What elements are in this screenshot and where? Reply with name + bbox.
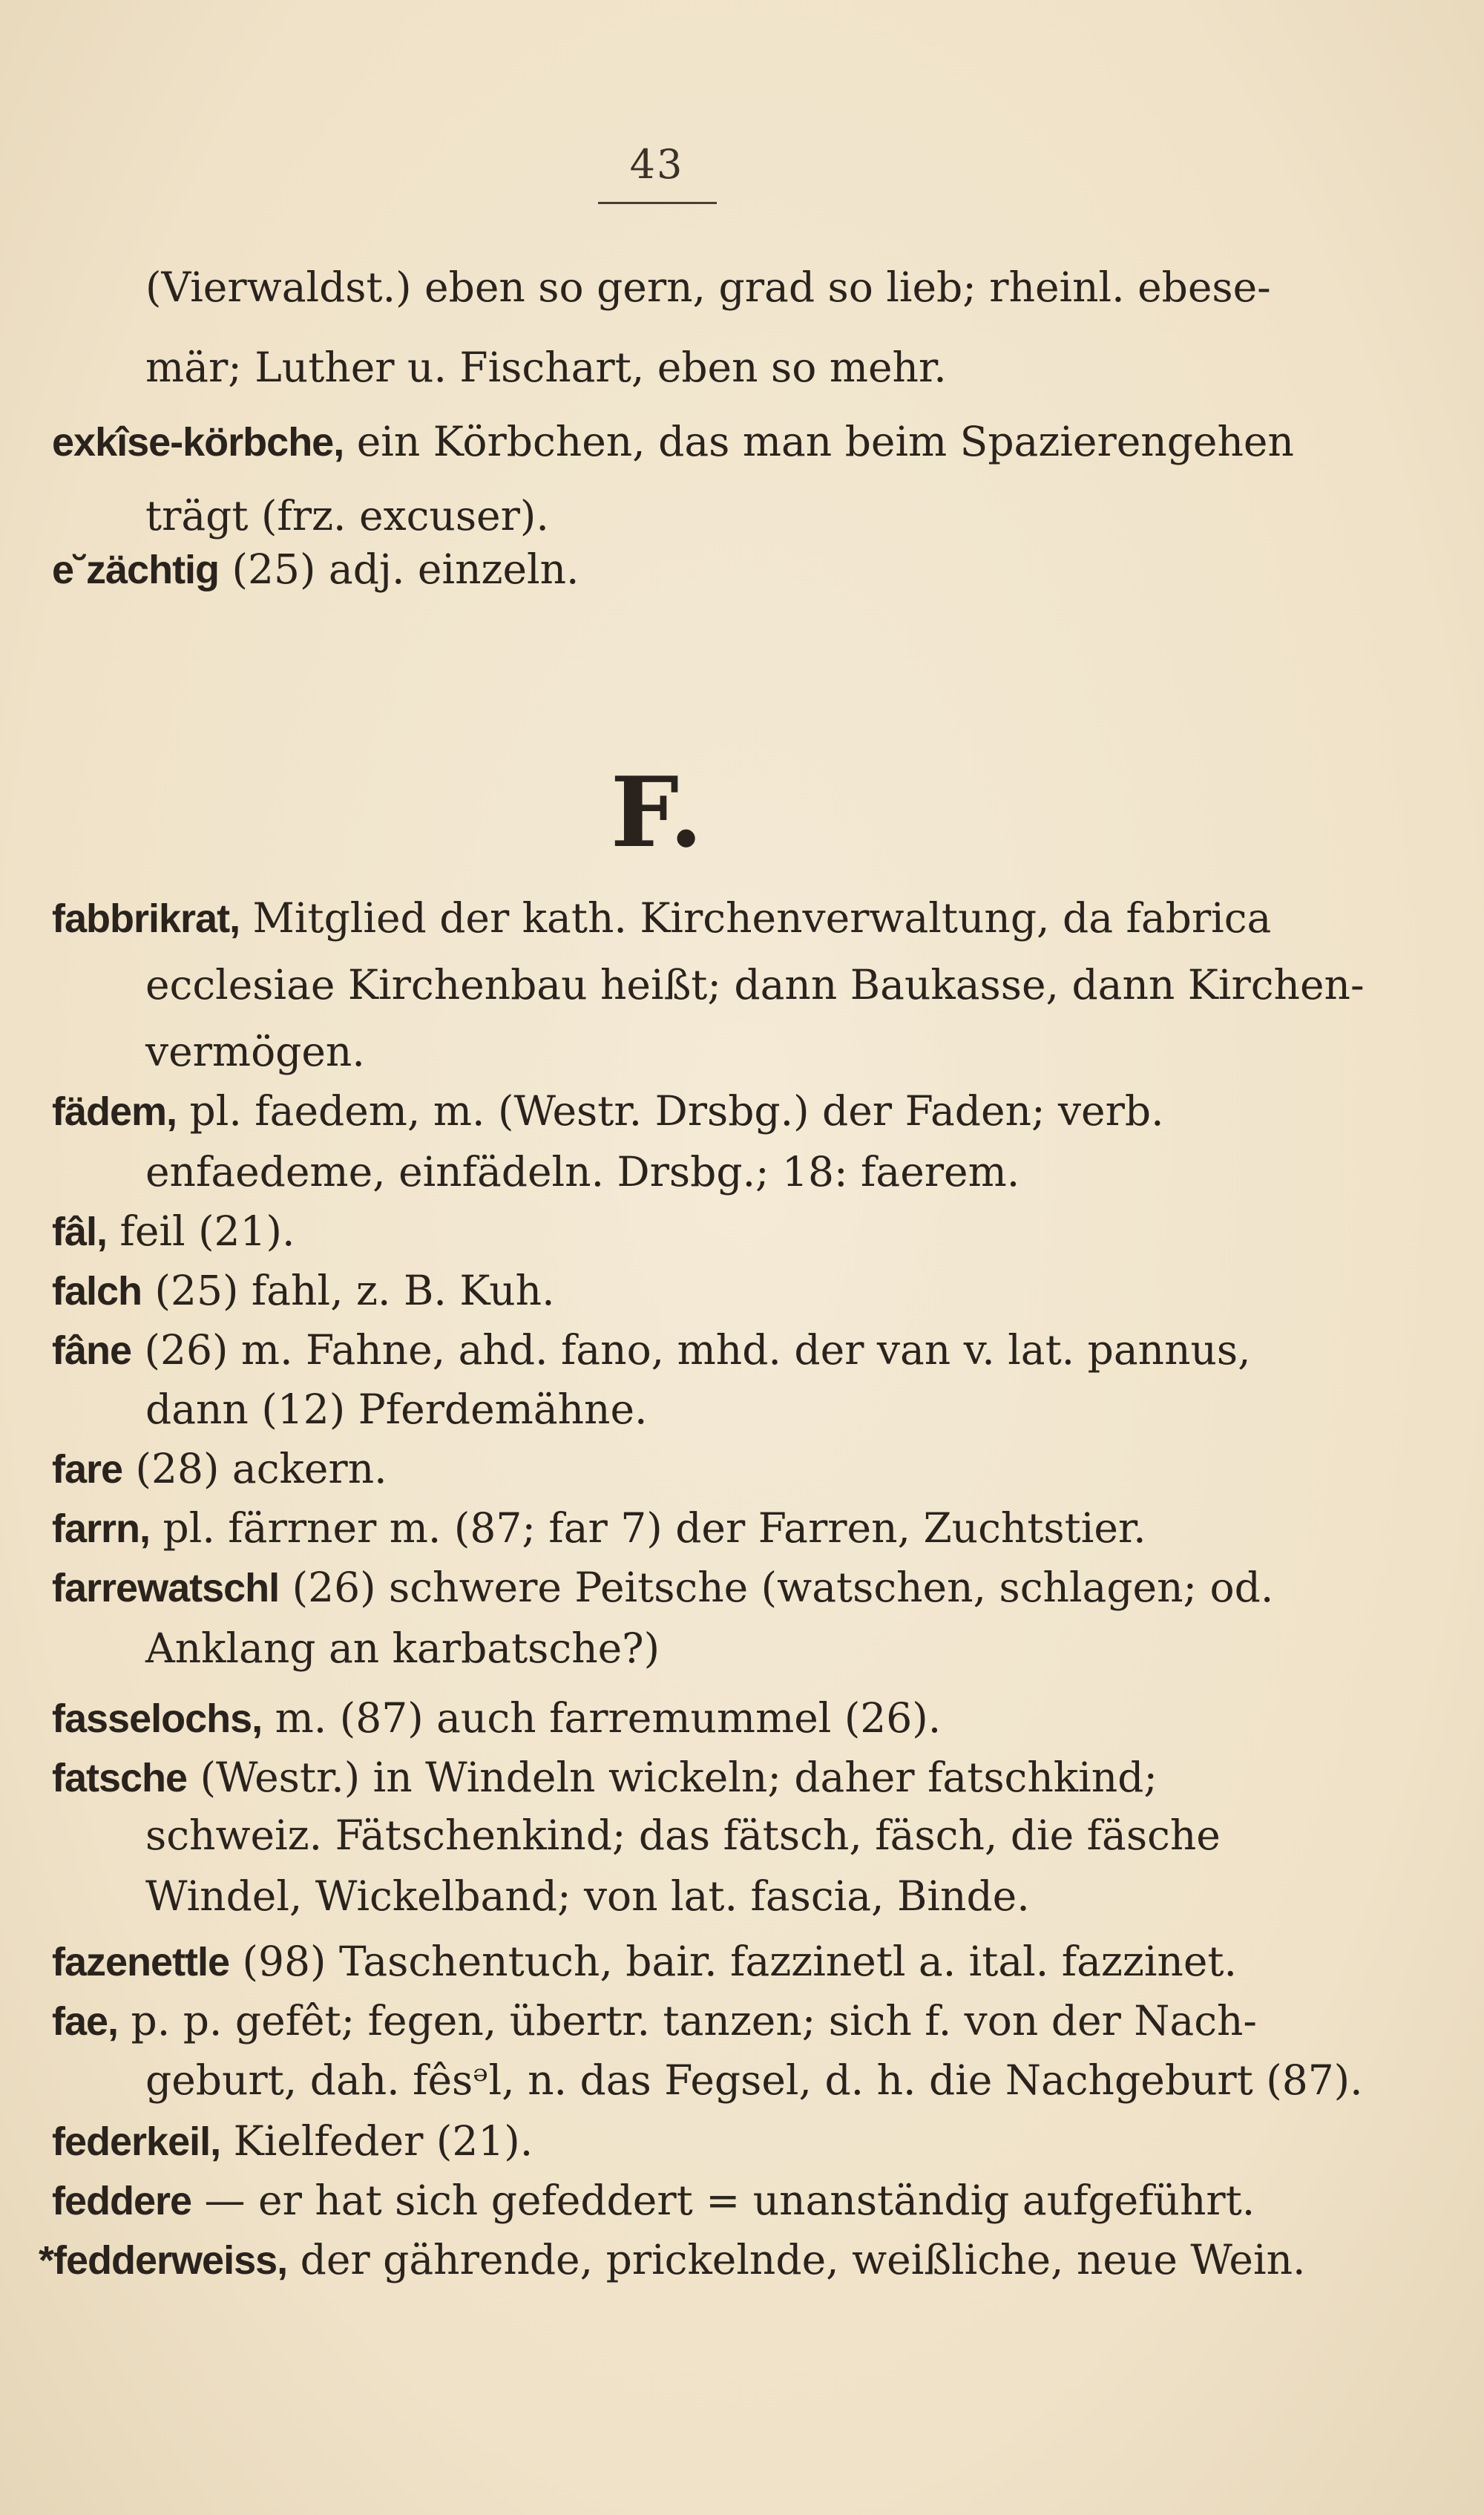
headword: feddere [52, 2179, 192, 2223]
headword: fare [52, 1447, 123, 1492]
entry-line: e˘zächtig (25) adj. einzeln. [52, 545, 580, 593]
headword: farrn, [52, 1506, 151, 1551]
entry-line: geburt, dah. fêsᵊl, n. das Fegsel, d. h. die Nachgeburt (87). [145, 2056, 1363, 2104]
entry-line: farrn, pl. färrner m. (87; far 7) der Farren, Zuchtstier. [52, 1504, 1146, 1552]
entry-line: exkîse-körbche, ein Körbchen, das man beim Spazierengehen [52, 418, 1294, 465]
entry-line: federkeil, Kielfeder (21). [52, 2117, 533, 2165]
header-rule [598, 202, 717, 204]
entry-line: Anklang an karbatsche?) [145, 1624, 660, 1672]
section-letter: F. [610, 755, 703, 869]
entry-line: *fedderweiss, der gährende, prickelnde, weißliche, neue Wein. [39, 2236, 1306, 2283]
entry-line: fae, p. p. gefêt; fegen, übertr. tanzen; sich f. von der Nach- [52, 1997, 1258, 2045]
entry-line: mär; Luther u. Fischart, eben so mehr. [145, 344, 947, 391]
entry-line: vermögen. [145, 1028, 365, 1075]
page-number: 43 [629, 141, 684, 188]
entry-line: farrewatschl (26) schwere Peitsche (watschen, schlagen; od. [52, 1564, 1274, 1611]
headword: federkeil, [52, 2119, 221, 2164]
headword: exkîse-körbche, [52, 420, 344, 465]
entry-line: (Vierwaldst.) eben so gern, grad so lieb; rheinl. ebese- [145, 263, 1271, 311]
entry-line: fädem, pl. faedem, m. (Westr. Drsbg.) der Faden; verb. [52, 1087, 1164, 1135]
entry-line: fazenettle (98) Taschentuch, bair. fazzinetl a. ital. fazzinet. [52, 1938, 1237, 1985]
headword: *fedderweiss, [39, 2238, 288, 2283]
entry-line: dann (12) Pferdemähne. [145, 1386, 648, 1433]
headword: falch [52, 1269, 142, 1314]
headword: fasselochs, [52, 1696, 263, 1741]
headword: farrewatschl [52, 1566, 280, 1610]
headword: fädem, [52, 1089, 177, 1134]
entry-line: fasselochs, m. (87) auch farremummel (26). [52, 1694, 942, 1742]
entry-line: fâne (26) m. Fahne, ahd. fano, mhd. der van v. lat. pannus, [52, 1326, 1251, 1374]
entry-line: enfaedeme, einfädeln. Drsbg.; 18: faerem. [145, 1148, 1020, 1196]
entry-line: schweiz. Fätschenkind; das fätsch, fäsch, die fäsche [145, 1811, 1221, 1859]
headword: fabbrikrat, [52, 896, 240, 941]
headword: fâne [52, 1328, 132, 1373]
entry-line: trägt (frz. excuser). [145, 492, 549, 540]
entry-line: fare (28) ackern. [52, 1445, 387, 1492]
entry-line: Windel, Wickelband; von lat. fascia, Binde. [145, 1872, 1030, 1920]
headword: fatsche [52, 1756, 188, 1800]
headword: fazenettle [52, 1940, 230, 1984]
headword: fâl, [52, 1210, 108, 1254]
entry-line: fâl, feil (21). [52, 1207, 295, 1255]
headword: e˘zächtig [52, 548, 220, 592]
entry-line: fabbrikrat, Mitglied der kath. Kirchenverwaltung, da fabrica [52, 894, 1272, 942]
headword: fae, [52, 1999, 119, 2044]
entry-line: feddere — er hat sich gefeddert = unanständig aufgeführt. [52, 2177, 1255, 2224]
entry-line: fatsche (Westr.) in Windeln wickeln; daher fatschkind; [52, 1754, 1158, 1801]
entry-line: falch (25) fahl, z. B. Kuh. [52, 1267, 555, 1314]
entry-line: ecclesiae Kirchenbau heißt; dann Baukasse, dann Kirchen- [145, 961, 1365, 1009]
